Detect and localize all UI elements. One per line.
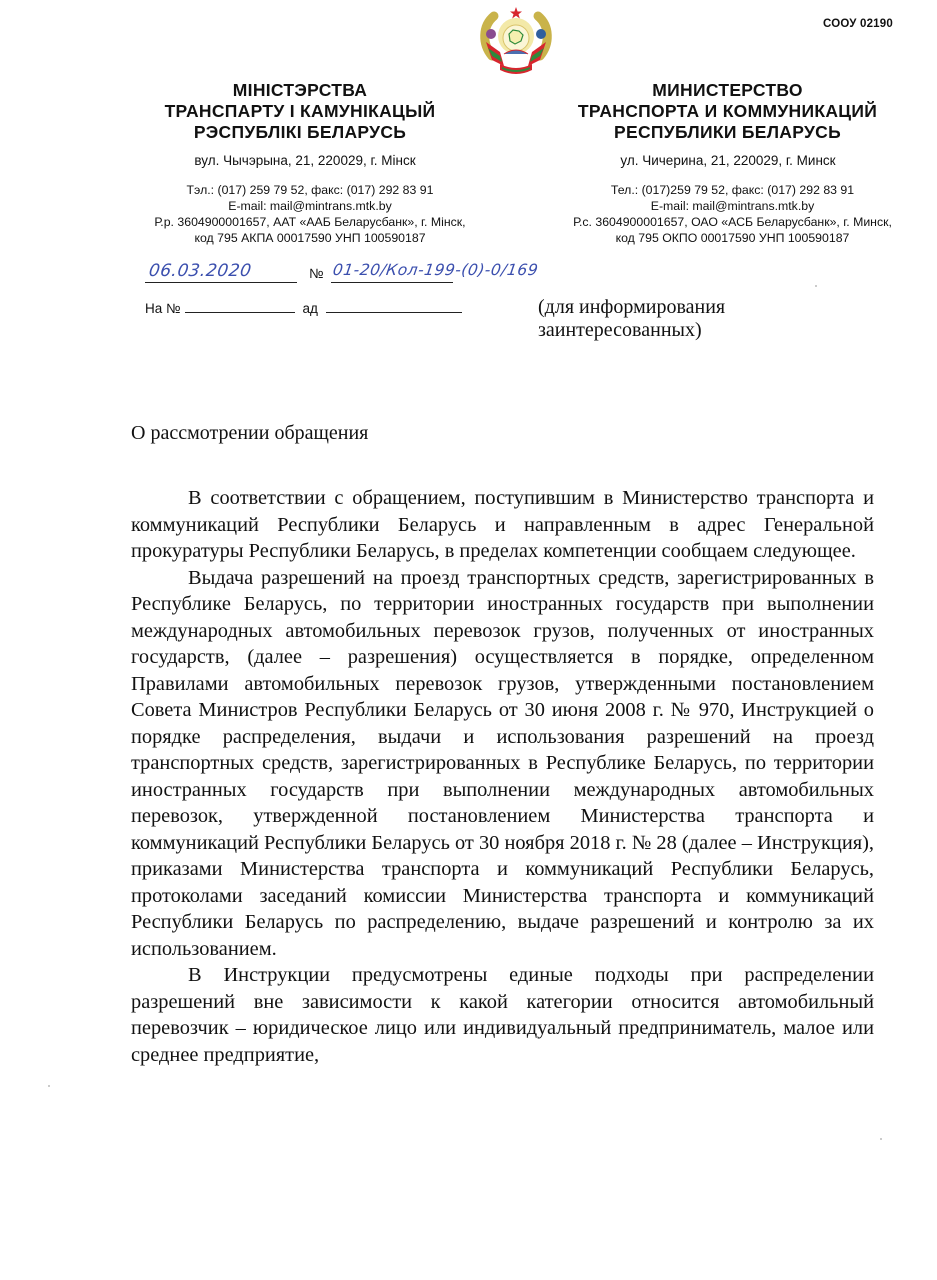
reference-date-label: ад [302,301,318,316]
registration-number-field [331,261,540,283]
letter-body [131,485,874,1068]
scan-speck [48,1085,50,1087]
address-belarusian: вул. Чычэрына, 21, 220029, г. Мінск [194,153,416,168]
email-line: E-mail: mail@mintrans.mtk.by [650,199,815,213]
registration-number-label: № [309,266,324,281]
org-name-russian [555,80,900,143]
letter-subject: О рассмотрении обращения [131,422,369,444]
body-paragraph: Выдача разрешений на проезд транспортных средств, зарегистрированных в Республике Беларусь, по территории иностранных государств при выполнении международных автомобильных перевозок грузов, полученных от иностранных государств, (далее – разрешения) осуществляется в порядке, определенном Правилами автомобильных перевозок грузов, утвержденными постановлением Совета Министров Республики Беларусь от 30 июня 2008 г. № 970, Инструкцией о порядке распределения, выдачи и использования разрешений на проезд транспортных средств, зарегистрированных в Республике Беларусь, по территории иностранных государств при выполнении международных автомобильных перевозок, утвержденной постановлением Министерства транспорта и коммуникаций Республики Беларусь от 30 ноября 2018 г. № 28 (далее – Инструкция), приказами Министерства транспорта и коммуникаций Республики Беларусь, протоколами заседаний комиссии Министерства транспорта и коммуникаций Республики Беларусь по распределению, выдаче разрешений и контролю за их использованием. [131,566,874,960]
email-line: E-mail: mail@mintrans.mtk.by [228,199,392,213]
phone-fax-line: Тел.: (017)259 79 52, факс: (017) 292 83 91 [610,183,855,197]
codes-line: код 795 ОКПО 00017590 УНП 100590187 [615,231,850,245]
recipient-line: (для информирования [538,296,726,318]
reference-number-blank [185,298,295,313]
registration-date-field [145,262,297,283]
recipient-line: заинтересованных) [538,319,702,341]
org-name-belarusian [140,80,460,143]
org-line: МИНИСТЕРСТВО [652,80,803,100]
scan-speck [880,1138,882,1140]
contacts-russian [540,182,925,246]
reference-date-blank [326,298,462,313]
org-line: ТРАНСПАРТУ І КАМУНІКАЦЫЙ [164,101,436,121]
belarus-state-emblem-icon [478,4,554,80]
body-paragraph: В Инструкции предусмотрены единые подходы при распределении разрешений вне зависимости к какой категории относится автомобильный перевозчик – юридическое лицо или индивидуальный предприниматель, малое или среднее предприятие, [131,964,874,1066]
codes-line: код 795 АКПА 00017590 УНП 100590187 [194,231,426,245]
contacts-belarusian [120,182,500,246]
address-russian: ул. Чичерина, 21, 220029, г. Минск [620,153,836,168]
reference-line [145,298,462,316]
org-line: МІНІСТЭРСТВА [232,80,368,100]
bank-account-line: Р.р. 3604900001657, ААТ «ААБ Беларусбанк», г. Мінск, [154,215,466,229]
org-line: РЭСПУБЛІКІ БЕЛАРУСЬ [193,122,407,142]
scan-speck [815,285,817,287]
bank-account-line: Р.с. 3604900001657, ОАО «АСБ Беларусбанк», г. Минск, [573,215,892,229]
document-code: СООУ 02190 [823,18,893,30]
org-line: РЕСПУБЛИКИ БЕЛАРУСЬ [614,122,841,142]
body-paragraph: В соответствии с обращением, поступившим в Министерство транспорта и коммуникаций Республики Беларусь и направленным в адрес Генеральной прокуратуры Республики Беларусь, в пределах компетенции сообщаем следующее. [131,487,874,562]
recipient [538,296,725,342]
phone-fax-line: Тэл.: (017) 259 79 52, факс: (017) 292 83 91 [186,183,434,197]
org-line: ТРАНСПОРТА И КОММУНИКАЦИЙ [577,101,878,121]
registration-date: 06.03.2020 [147,261,253,281]
reference-number-label: На № [145,301,181,316]
registration-number: 01-20/Кол-199-(0)-0/169 [331,261,540,279]
